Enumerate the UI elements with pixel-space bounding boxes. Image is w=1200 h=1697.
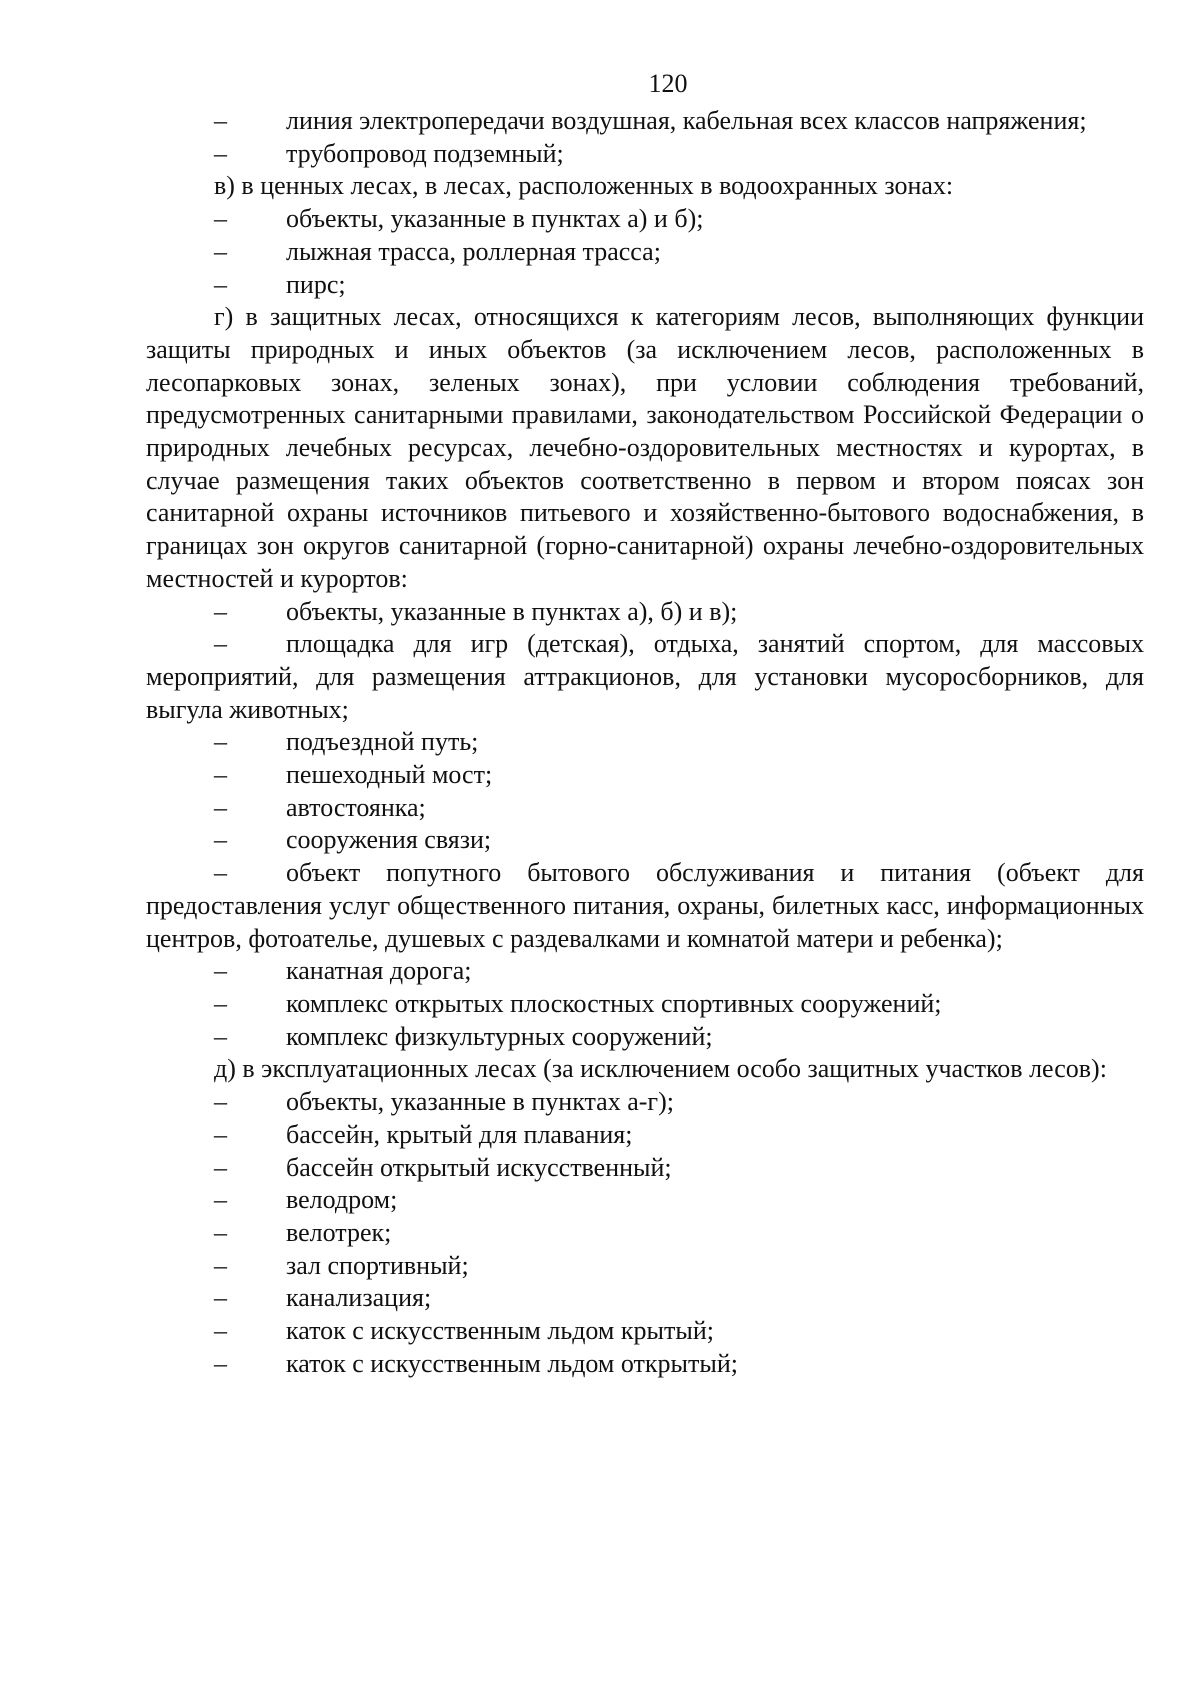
list-item-text: велотрек; <box>286 1217 392 1247</box>
paragraph-text: г) в защитных лесах, относящихся к категориям лесов, выполняющих функции защиты природных и иных объектов (за исключением лесов, расположенных в лесопарковых зонах, зеленых зонах), при условии соблюдения требований, предусмотренных санитарными правилами, законодательством Российской Федерации о природных лечебных ресурсах, лечебно-оздоровительных местностях и курортах, в случае размещения таких объектов соответственно в первом и втором поясах зон санитарной охраны источников питьевого и хозяйственно-бытового водоснабжения, в границах зон округов санитарной (горно-санитарной) охраны лечебно-оздоровительных местностей и курортов: <box>146 302 1144 593</box>
list-item <box>146 236 1144 269</box>
list-item-text: объекты, указанные в пунктах а) и б); <box>286 204 704 234</box>
list-item <box>146 792 1144 825</box>
list-marker: – <box>214 138 227 168</box>
list-marker: – <box>214 1087 227 1117</box>
list-marker: – <box>214 106 227 135</box>
list-marker: – <box>214 204 227 234</box>
list-marker: – <box>214 1283 227 1313</box>
list-marker: – <box>214 1021 227 1051</box>
list-item-text: велодром; <box>286 1185 398 1215</box>
paragraph-text: в) в ценных лесах, в лесах, расположенных в водоохранных зонах: <box>214 171 954 201</box>
list-item-text: пирс; <box>286 269 346 299</box>
list-item-text: каток с искусственным льдом крытый; <box>286 1316 714 1346</box>
list-item-text: объект попутного бытового обслуживания и питания (объект для предоставления услуг общественного питания, охраны, билетных касс, информационных центров, фотоателье, душевых с раздевалками и комнатой матери и ребенка); <box>146 858 1144 953</box>
page-number: 120 <box>648 69 688 98</box>
list-item <box>146 1282 1144 1315</box>
list-item-text: объекты, указанные в пунктах а-г); <box>286 1087 674 1117</box>
list-item <box>146 138 1144 171</box>
list-item <box>146 824 1144 857</box>
list-item-text: лыжная трасса, роллерная трасса; <box>286 236 661 266</box>
list-marker: – <box>214 596 227 626</box>
list-item <box>146 1250 1144 1283</box>
paragraph-text: д) в эксплуатационных лесах (за исключением особо защитных участков лесов): <box>214 1054 1107 1084</box>
list-marker: – <box>214 858 227 888</box>
list-item <box>146 1315 1144 1348</box>
list-marker: – <box>214 1217 227 1247</box>
list-item <box>146 1217 1144 1250</box>
list-marker: – <box>214 269 227 299</box>
paragraph <box>146 1053 1144 1086</box>
list-item <box>146 1184 1144 1217</box>
list-item-text: линия электропередачи воздушная, кабельная всех классов напряжения; <box>286 106 1087 135</box>
list-item-text: трубопровод подземный; <box>286 138 564 168</box>
list-marker: – <box>214 1316 227 1346</box>
list-marker: – <box>214 1348 227 1378</box>
list-item-text: канатная дорога; <box>286 956 472 986</box>
list-item <box>146 1119 1144 1152</box>
list-marker: – <box>214 988 227 1018</box>
list-item-text: канализация; <box>286 1283 432 1313</box>
list-item-text: сооружения связи; <box>286 825 492 855</box>
list-marker: – <box>214 1119 227 1149</box>
list-marker: – <box>214 792 227 822</box>
list-item-text: комплекс открытых плоскостных спортивных сооружений; <box>286 988 942 1018</box>
list-item-text: автостоянка; <box>286 792 426 822</box>
list-item-text: пешеходный мост; <box>286 760 493 790</box>
list-item <box>146 857 1144 955</box>
list-item-text: комплекс физкультурных сооружений; <box>286 1021 713 1051</box>
list-item-text: бассейн открытый искусственный; <box>286 1152 672 1182</box>
list-marker: – <box>214 956 227 986</box>
list-item <box>146 1152 1144 1185</box>
list-item <box>146 759 1144 792</box>
list-item-text: бассейн, крытый для плавания; <box>286 1119 633 1149</box>
list-marker: – <box>214 629 227 659</box>
document-body <box>146 105 1144 1380</box>
list-marker: – <box>214 1152 227 1182</box>
list-item <box>146 628 1144 726</box>
list-marker: – <box>214 825 227 855</box>
list-marker: – <box>214 760 227 790</box>
list-marker: – <box>214 236 227 266</box>
list-marker: – <box>214 1250 227 1280</box>
list-item <box>146 269 1144 302</box>
list-item <box>146 596 1144 629</box>
list-item <box>146 955 1144 988</box>
list-item-text: площадка для игр (детская), отдыха, занятий спортом, для массовых мероприятий, для размещения аттракционов, для установки мусоросборников, для выгула животных; <box>146 629 1144 724</box>
list-item <box>146 1348 1144 1381</box>
paragraph <box>146 301 1144 595</box>
list-item-text: объекты, указанные в пунктах а), б) и в); <box>286 596 738 626</box>
paragraph <box>146 170 1144 203</box>
list-marker: – <box>214 727 227 757</box>
list-item <box>146 105 1144 138</box>
list-item <box>146 1021 1144 1054</box>
list-item <box>146 1086 1144 1119</box>
list-item-text: каток с искусственным льдом открытый; <box>286 1348 738 1378</box>
list-item <box>146 988 1144 1021</box>
list-item <box>146 726 1144 759</box>
list-item <box>146 203 1144 236</box>
list-item-text: зал спортивный; <box>286 1250 469 1280</box>
list-marker: – <box>214 1185 227 1215</box>
list-item-text: подъездной путь; <box>286 727 479 757</box>
